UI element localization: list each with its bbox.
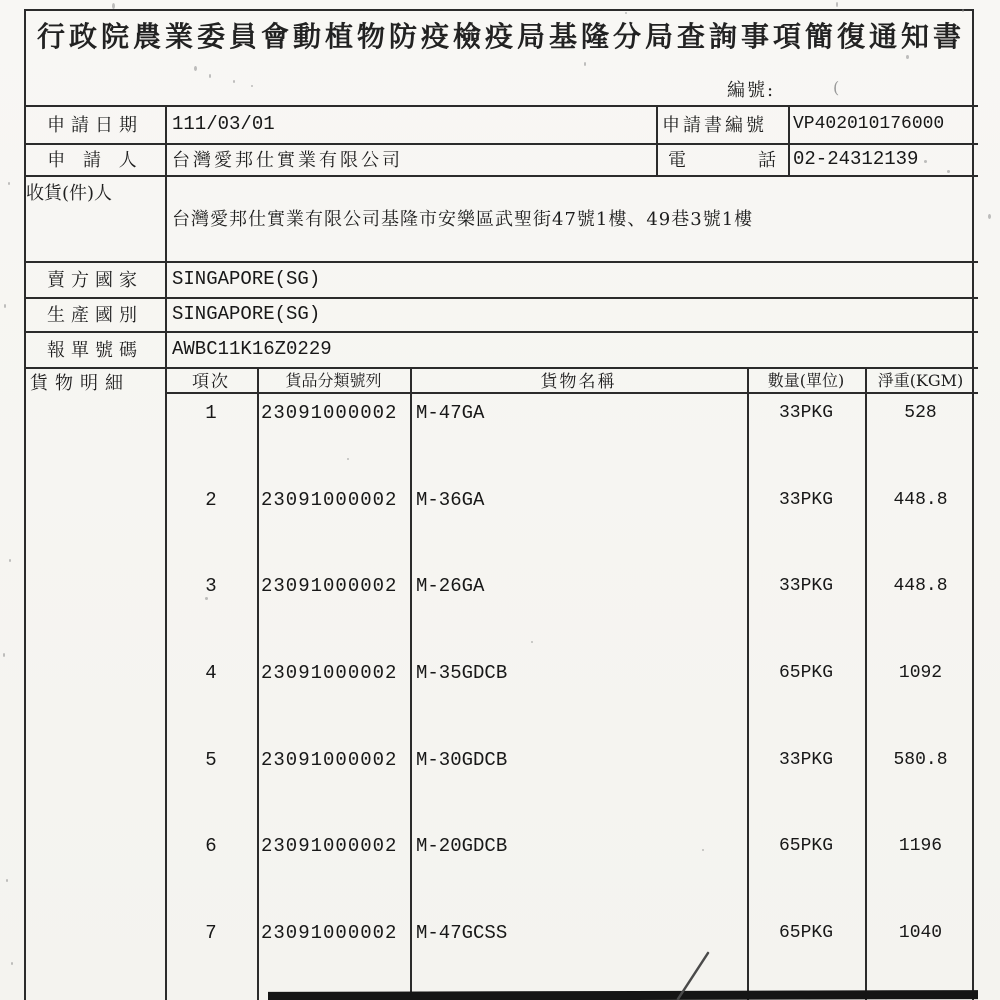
item-name: M-35GDCB xyxy=(416,661,508,684)
item-weight: 448.8 xyxy=(893,575,948,596)
item-code: 23091000002 xyxy=(261,661,398,684)
item-code: 23091000002 xyxy=(261,921,398,944)
scan-artifact-band xyxy=(268,990,978,1000)
application-date-label: 申請日期 xyxy=(47,115,143,136)
item-weight: 448.8 xyxy=(893,489,948,510)
seller-country-label: 賣方國家 xyxy=(47,270,143,291)
item-code: 23091000002 xyxy=(261,748,398,771)
scan-speck xyxy=(347,458,349,460)
goods-section-label: 貨物明細 xyxy=(30,373,130,394)
scan-speck xyxy=(924,160,927,163)
scan-speck xyxy=(205,597,208,600)
item-weight: 528 xyxy=(904,402,937,423)
applicant-label: 申 請 人 xyxy=(47,150,143,171)
item-weight: 1092 xyxy=(898,662,943,683)
scan-speck xyxy=(947,170,950,173)
scan-speck xyxy=(112,3,115,9)
production-country-value: SINGAPORE(SG) xyxy=(172,303,321,325)
item-no: 6 xyxy=(205,834,217,857)
item-no: 5 xyxy=(205,748,217,771)
application-date-value: 111/03/01 xyxy=(172,113,275,135)
item-no: 1 xyxy=(205,401,217,424)
consignee-label: 收貨(件)人 xyxy=(26,183,113,204)
scan-speck xyxy=(584,62,586,66)
scan-speck xyxy=(836,2,838,7)
scan-speck xyxy=(194,66,197,71)
scan-speck xyxy=(11,962,13,965)
declaration-no-label: 報單號碼 xyxy=(47,340,143,361)
item-code: 23091000002 xyxy=(261,834,398,857)
item-weight: 580.8 xyxy=(893,749,948,770)
scan-speck xyxy=(988,214,991,219)
scan-speck xyxy=(6,879,8,882)
column-header-no: 項次 xyxy=(192,372,230,392)
scan-speck xyxy=(906,55,909,59)
item-code: 23091000002 xyxy=(261,401,398,424)
column-header-qty: 數量(單位) xyxy=(767,371,845,390)
item-qty: 33PKG xyxy=(778,575,833,596)
item-no: 7 xyxy=(205,921,217,944)
item-qty: 33PKG xyxy=(778,489,833,510)
item-qty: 65PKG xyxy=(778,662,833,683)
item-weight: 1196 xyxy=(898,835,943,856)
scan-speck xyxy=(9,559,11,562)
item-qty: 33PKG xyxy=(778,749,833,770)
applicant-value: 台灣愛邦仕實業有限公司 xyxy=(172,150,403,171)
page-title: 行政院農業委員會動植物防疫檢疫局基隆分局查詢事項簡復通知書 xyxy=(36,20,965,53)
column-header-name: 貨物名稱 xyxy=(540,372,617,392)
item-name: M-20GDCB xyxy=(416,834,508,857)
consignee-value: 台灣愛邦仕實業有限公司基隆市安樂區武聖街47號1樓、49巷3號1樓 xyxy=(172,209,754,230)
item-no: 2 xyxy=(205,488,217,511)
phone-value: 02-24312139 xyxy=(793,148,919,170)
item-qty: 65PKG xyxy=(778,835,833,856)
item-no: 3 xyxy=(205,574,217,597)
rule xyxy=(410,367,412,1000)
column-header-code: 貨品分類號列 xyxy=(285,371,382,390)
item-name: M-47GCSS xyxy=(416,921,508,944)
scan-speck xyxy=(531,641,533,643)
item-name: M-36GA xyxy=(416,488,485,511)
pen-stroke xyxy=(660,943,722,1000)
item-weight: 1040 xyxy=(898,922,943,943)
serial-number-label: 編號: xyxy=(727,80,776,101)
column-header-weight: 淨重(KGM) xyxy=(877,371,964,390)
item-name: M-30GDCB xyxy=(416,748,508,771)
scan-speck xyxy=(3,653,5,657)
declaration-no-value: AWBC11K16Z0229 xyxy=(172,338,332,360)
phone-label-right: 話 xyxy=(758,150,776,171)
item-name: M-47GA xyxy=(416,401,485,424)
scan-speck xyxy=(702,849,704,851)
item-qty: 65PKG xyxy=(778,922,833,943)
rule xyxy=(257,367,259,1000)
seller-country-value: SINGAPORE(SG) xyxy=(172,268,321,290)
application-no-label: 申請書編號 xyxy=(662,115,767,136)
item-name: M-26GA xyxy=(416,574,485,597)
scan-speck xyxy=(962,9,964,12)
table-header-underline xyxy=(165,392,978,394)
scan-speck xyxy=(209,74,211,78)
scan-speck xyxy=(8,182,10,185)
item-code: 23091000002 xyxy=(261,574,398,597)
rule xyxy=(165,105,167,1000)
item-qty: 33PKG xyxy=(778,402,833,423)
stray-pen-mark: ( xyxy=(833,78,840,97)
phone-label-left: 電 xyxy=(668,150,686,171)
item-no: 4 xyxy=(205,661,217,684)
item-code: 23091000002 xyxy=(261,488,398,511)
scan-speck xyxy=(251,85,253,87)
production-country-label: 生產國別 xyxy=(47,305,143,326)
scan-speck xyxy=(625,12,627,14)
application-no-value: VP402010176000 xyxy=(793,114,945,134)
rule xyxy=(788,105,790,175)
scan-speck xyxy=(4,304,6,308)
scan-speck xyxy=(233,80,235,83)
phone-label xyxy=(656,143,788,175)
